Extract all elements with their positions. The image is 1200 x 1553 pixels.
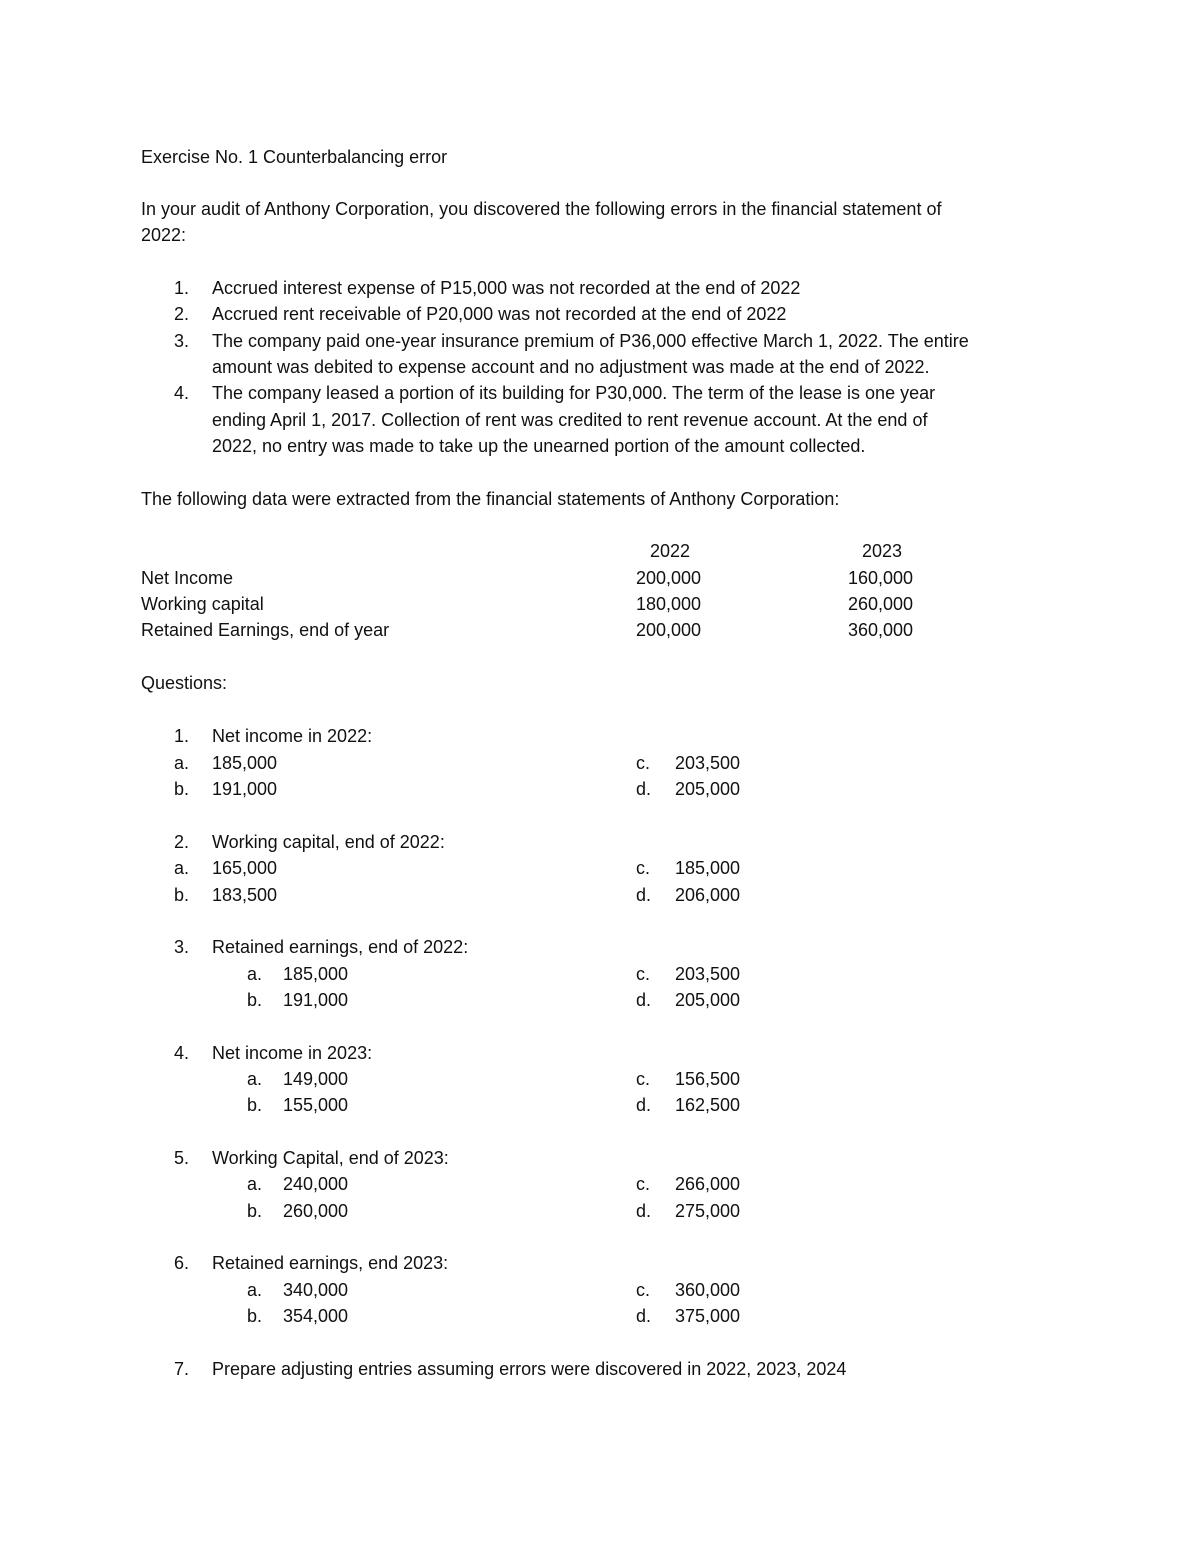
- option-value: 203,500: [675, 753, 741, 773]
- option-value: 191,000: [283, 990, 349, 1010]
- option-value: 191,000: [212, 779, 278, 799]
- question-number: 6.: [174, 1253, 190, 1273]
- data-intro: The following data were extracted from the financial statements of Anthony Corporation:: [141, 489, 840, 509]
- option-value: 185,000: [283, 964, 349, 984]
- option-value: 149,000: [283, 1069, 349, 1089]
- option-value: 354,000: [283, 1306, 349, 1326]
- question-text: Working Capital, end of 2023:: [212, 1148, 449, 1168]
- question-text: Prepare adjusting entries assuming errors were discovered in 2022, 2023, 2024: [212, 1359, 847, 1379]
- error-number: 3.: [174, 331, 190, 351]
- option-value: 155,000: [283, 1095, 349, 1115]
- question-number: 7.: [174, 1359, 190, 1379]
- option-letter: d.: [636, 1095, 652, 1115]
- option-value: 275,000: [675, 1201, 741, 1221]
- question-text: Working capital, end of 2022:: [212, 832, 445, 852]
- table-row-label: Retained Earnings, end of year: [141, 620, 390, 640]
- question-text: Net income in 2022:: [212, 726, 373, 746]
- table-cell: 200,000: [636, 568, 702, 588]
- question-number: 1.: [174, 726, 190, 746]
- option-value: 240,000: [283, 1174, 349, 1194]
- option-letter: b.: [247, 1306, 263, 1326]
- error-item-4-line-3: 2022, no entry was made to take up the unearned portion of the amount collected.: [212, 436, 866, 456]
- option-letter: a.: [247, 1280, 263, 1300]
- error-item-2: Accrued rent receivable of P20,000 was not recorded at the end of 2022: [212, 304, 787, 324]
- table-header-2023: 2023: [862, 541, 903, 561]
- error-item-3-line-1: The company paid one-year insurance premium of P36,000 effective March 1, 2022. The entire: [212, 331, 969, 351]
- option-letter: c.: [636, 1280, 651, 1300]
- option-letter: b.: [247, 1201, 263, 1221]
- question-number: 3.: [174, 937, 190, 957]
- table-cell: 180,000: [636, 594, 702, 614]
- option-letter: c.: [636, 753, 651, 773]
- option-letter: c.: [636, 858, 651, 878]
- intro-line-1: In your audit of Anthony Corporation, you discovered the following errors in the financial statement of: [141, 199, 942, 219]
- question-text: Retained earnings, end 2023:: [212, 1253, 449, 1273]
- question-text: Net income in 2023:: [212, 1043, 373, 1063]
- option-letter: d.: [636, 779, 652, 799]
- option-value: 375,000: [675, 1306, 741, 1326]
- option-value: 340,000: [283, 1280, 349, 1300]
- error-number: 2.: [174, 304, 190, 324]
- error-number: 1.: [174, 278, 190, 298]
- option-letter: a.: [247, 1069, 263, 1089]
- option-letter: c.: [636, 1069, 651, 1089]
- error-item-4-line-2: ending April 1, 2017. Collection of rent was credited to rent revenue account. At the end of: [212, 410, 928, 430]
- question-number: 5.: [174, 1148, 190, 1168]
- option-letter: d.: [636, 990, 652, 1010]
- option-letter: c.: [636, 964, 651, 984]
- option-value: 360,000: [675, 1280, 741, 1300]
- option-letter: b.: [247, 1095, 263, 1115]
- table-row-label: Net Income: [141, 568, 234, 588]
- option-letter: a.: [247, 1174, 263, 1194]
- option-letter: d.: [636, 1201, 652, 1221]
- error-number: 4.: [174, 383, 190, 403]
- option-value: 185,000: [212, 753, 278, 773]
- option-letter: d.: [636, 885, 652, 905]
- option-value: 165,000: [212, 858, 278, 878]
- option-letter: a.: [247, 964, 263, 984]
- option-letter: d.: [636, 1306, 652, 1326]
- option-letter: b.: [174, 885, 190, 905]
- option-value: 185,000: [675, 858, 741, 878]
- table-header-2022: 2022: [650, 541, 691, 561]
- question-text: Retained earnings, end of 2022:: [212, 937, 469, 957]
- option-value: 205,000: [675, 990, 741, 1010]
- option-letter: c.: [636, 1174, 651, 1194]
- table-cell: 360,000: [848, 620, 914, 640]
- option-value: 260,000: [283, 1201, 349, 1221]
- error-item-1: Accrued interest expense of P15,000 was not recorded at the end of 2022: [212, 278, 801, 298]
- page-title: Exercise No. 1 Counterbalancing error: [141, 147, 448, 167]
- option-letter: b.: [174, 779, 190, 799]
- option-value: 266,000: [675, 1174, 741, 1194]
- error-item-4-line-1: The company leased a portion of its building for P30,000. The term of the lease is one year: [212, 383, 936, 403]
- table-cell: 200,000: [636, 620, 702, 640]
- table-row-label: Working capital: [141, 594, 264, 614]
- intro-line-2: 2022:: [141, 225, 187, 245]
- option-letter: a.: [174, 858, 190, 878]
- option-letter: b.: [247, 990, 263, 1010]
- table-cell: 160,000: [848, 568, 914, 588]
- option-value: 183,500: [212, 885, 278, 905]
- option-value: 162,500: [675, 1095, 741, 1115]
- questions-heading: Questions:: [141, 673, 228, 693]
- table-cell: 260,000: [848, 594, 914, 614]
- option-letter: a.: [174, 753, 190, 773]
- option-value: 206,000: [675, 885, 741, 905]
- question-number: 4.: [174, 1043, 190, 1063]
- option-value: 205,000: [675, 779, 741, 799]
- question-number: 2.: [174, 832, 190, 852]
- option-value: 156,500: [675, 1069, 741, 1089]
- error-item-3-line-2: amount was debited to expense account and no adjustment was made at the end of 2022.: [212, 357, 930, 377]
- option-value: 203,500: [675, 964, 741, 984]
